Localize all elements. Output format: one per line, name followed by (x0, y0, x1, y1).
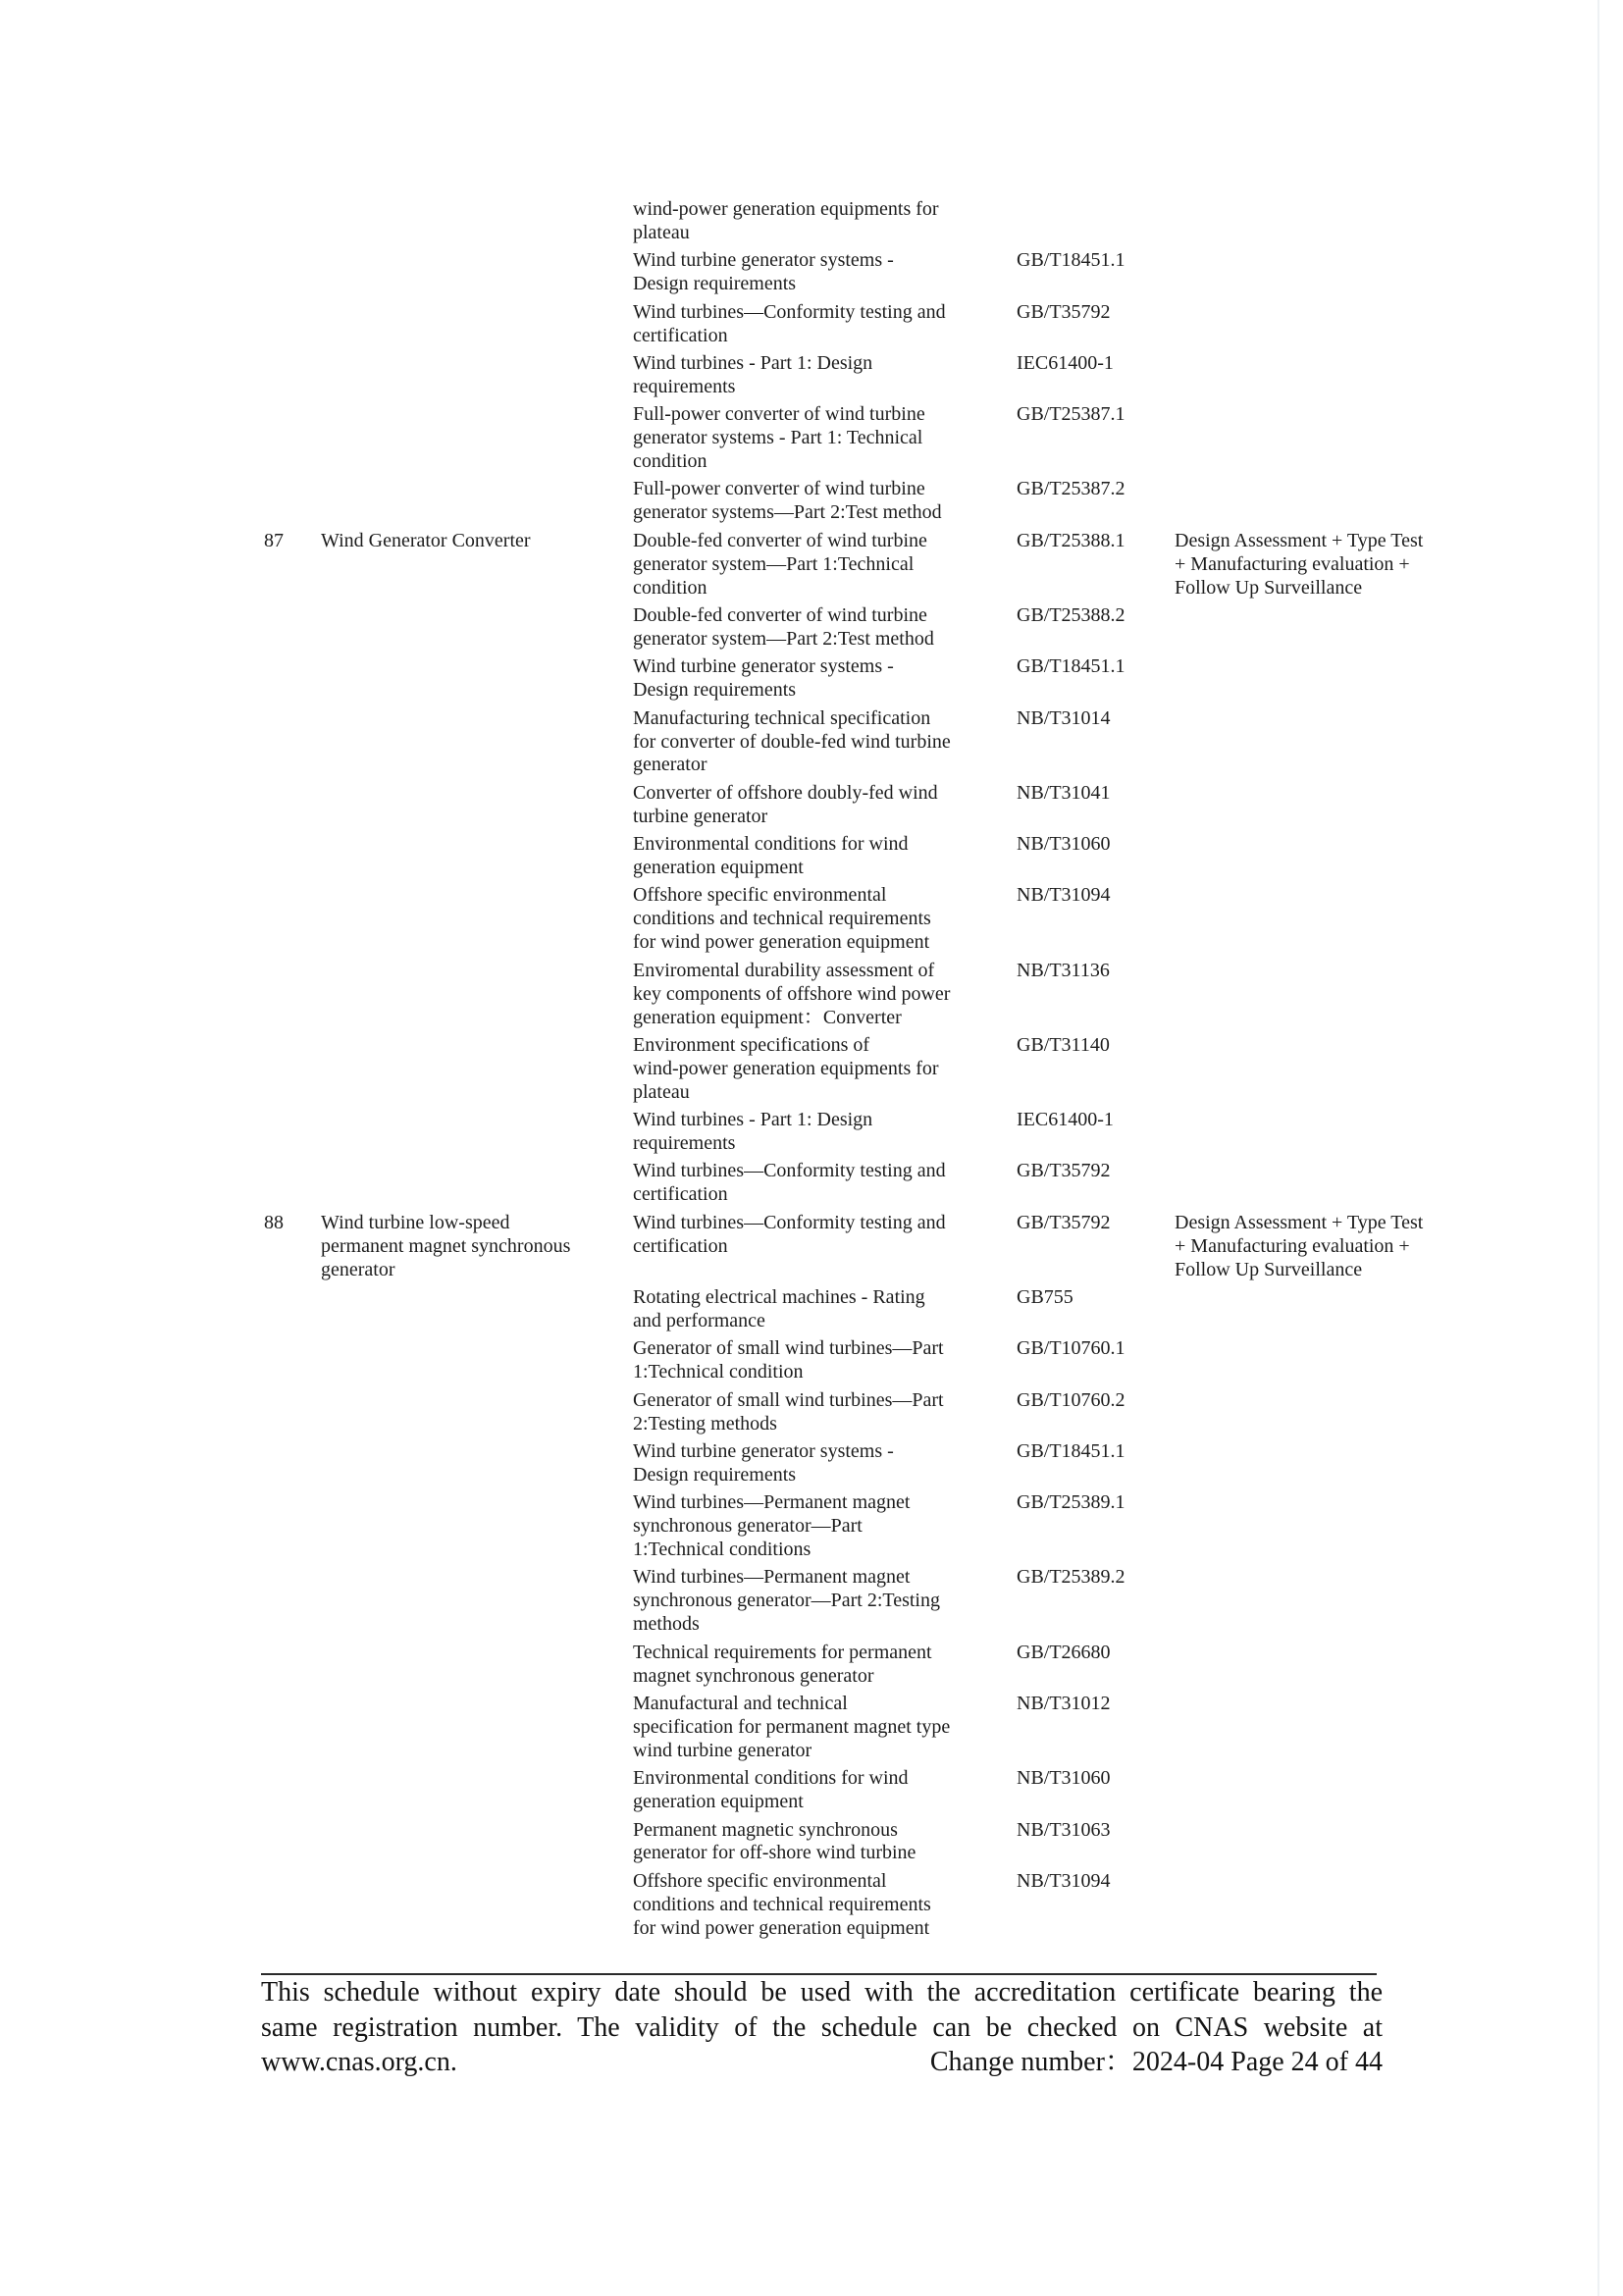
standard-code: GB/T18451.1 (1017, 655, 1126, 678)
certification-mode (1175, 352, 1469, 399)
standard-title: Double-fed converter of wind turbine generator system—Part 1:Technical condition (633, 529, 927, 599)
item-number (264, 1286, 321, 1333)
item-number (264, 884, 321, 955)
product-name (321, 707, 633, 778)
standard-code: NB/T31063 (1017, 1818, 1111, 1841)
item-number (264, 1870, 321, 1941)
standard-code: NB/T31041 (1017, 781, 1111, 804)
product-name (321, 403, 633, 474)
schedule-row (0, 1693, 1623, 1767)
standard-code: GB/T10760.1 (1017, 1337, 1126, 1360)
product-name (321, 960, 633, 1030)
schedule-row (0, 833, 1623, 884)
certification-mode (1175, 1440, 1469, 1487)
schedule-row (0, 301, 1623, 352)
certification-mode (1175, 655, 1469, 703)
standard-code: NB/T31094 (1017, 884, 1111, 907)
schedule-row (0, 403, 1623, 478)
product-name (321, 1819, 633, 1866)
standard-code: GB/T25389.1 (1017, 1491, 1126, 1514)
standard-code: GB/T25388.2 (1017, 604, 1126, 626)
item-number (264, 478, 321, 525)
schedule-row (0, 1337, 1623, 1388)
standard-title: Wind turbine generator systems - Design requirements (633, 655, 894, 702)
schedule-row (0, 960, 1623, 1034)
item-number (264, 655, 321, 703)
standard-title: Environment specifications of wind-power generation equipments for plateau (633, 1033, 939, 1103)
item-number (264, 1819, 321, 1866)
product-name (321, 1389, 633, 1436)
certification-mode (1175, 249, 1469, 296)
standard-title: Permanent magnetic synchronous generator for off-shore wind turbine (633, 1818, 916, 1864)
footer-line-2: same registration number. The validity of the schedule can be checked on CNAS website at (261, 2011, 1383, 2043)
item-number (264, 301, 321, 348)
schedule-row (0, 1440, 1623, 1491)
product-name (321, 301, 633, 348)
item-number (264, 198, 321, 245)
certification-mode (1175, 1566, 1469, 1637)
item-number: 88 (264, 1211, 284, 1233)
standard-code: GB/T18451.1 (1017, 1439, 1126, 1462)
footer-line-1: This schedule without expiry date should be used with the accreditation certificate bearing the (261, 1977, 1383, 2008)
certification-mode (1175, 478, 1469, 525)
product-name (321, 1642, 633, 1689)
product-name (321, 1286, 633, 1333)
item-number (264, 1693, 321, 1763)
schedule-row (0, 1160, 1623, 1211)
item-number (264, 604, 321, 652)
standard-title: Manufactural and technical specification for permanent magnet type wind turbine generator (633, 1692, 951, 1761)
certification-mode (1175, 1109, 1469, 1156)
standard-code: GB/T25389.2 (1017, 1566, 1126, 1589)
standard-title: Wind turbines - Part 1: Design requirements (633, 351, 873, 397)
product-name: Wind turbine low-speed permanent magnet synchronous generator (321, 1211, 571, 1280)
schedule-row (0, 782, 1623, 833)
certification-mode (1175, 1337, 1469, 1384)
schedule-row (0, 707, 1623, 782)
standard-title: Wind turbines - Part 1: Design requirements (633, 1109, 873, 1155)
product-name (321, 1693, 633, 1763)
product-name (321, 604, 633, 652)
standard-code: GB/T31140 (1017, 1033, 1110, 1056)
standard-code: GB/T35792 (1017, 1160, 1111, 1182)
certification-mode (1175, 1870, 1469, 1941)
certification-mode (1175, 833, 1469, 880)
standard-title: wind-power generation equipments for plateau (633, 198, 939, 243)
certification-mode (1175, 198, 1469, 245)
standard-code: NB/T31012 (1017, 1692, 1111, 1714)
standard-title: Double-fed converter of wind turbine generator system—Part 2:Test method (633, 604, 934, 650)
item-number (264, 833, 321, 880)
accreditation-schedule-table (0, 198, 1623, 1945)
schedule-row (0, 1767, 1623, 1818)
certification-mode (1175, 707, 1469, 778)
item-number (264, 1389, 321, 1436)
item-number (264, 1337, 321, 1384)
product-name (321, 833, 633, 880)
standard-code: GB/T35792 (1017, 300, 1111, 323)
standard-code: GB/T25388.1 (1017, 529, 1126, 551)
standard-title: Enviromental durability assessment of key components of offshore wind power generation equipment：Converter (633, 959, 951, 1028)
standard-title: Wind turbine generator systems - Design requirements (633, 1439, 894, 1486)
item-number (264, 1566, 321, 1637)
product-name (321, 884, 633, 955)
schedule-row (0, 1389, 1623, 1440)
item-number (264, 1109, 321, 1156)
schedule-row (0, 604, 1623, 655)
standard-title: Environmental conditions for wind generation equipment (633, 833, 909, 879)
certification-mode (1175, 1034, 1469, 1105)
schedule-row (0, 478, 1623, 529)
product-name (321, 249, 633, 296)
certification-mode (1175, 1642, 1469, 1689)
standard-code: GB/T26680 (1017, 1641, 1111, 1663)
change-number-page: Change number：2024-04 Page 24 of 44 (929, 2047, 1383, 2077)
schedule-row (0, 1566, 1623, 1641)
item-number (264, 782, 321, 829)
product-name (321, 1870, 633, 1941)
item-number (264, 352, 321, 399)
standard-title: Full-power converter of wind turbine generator systems - Part 1: Technical condition (633, 403, 925, 473)
certification-mode (1175, 1767, 1469, 1814)
item-number: 87 (264, 529, 284, 551)
standard-title: Rotating electrical machines - Rating and performance (633, 1285, 925, 1331)
certification-mode (1175, 1286, 1469, 1333)
standard-code: IEC61400-1 (1017, 351, 1114, 374)
certification-mode (1175, 1389, 1469, 1436)
item-number (264, 1160, 321, 1207)
product-name (321, 1034, 633, 1105)
standard-code: GB/T18451.1 (1017, 249, 1126, 272)
certification-mode (1175, 301, 1469, 348)
schedule-row (0, 1870, 1623, 1945)
product-name (321, 1160, 633, 1207)
standard-title: Converter of offshore doubly-fed wind turbine generator (633, 781, 938, 827)
schedule-row (0, 1034, 1623, 1109)
schedule-row (0, 1642, 1623, 1693)
schedule-row (0, 249, 1623, 300)
standard-title: Full-power converter of wind turbine generator systems—Part 2:Test method (633, 478, 942, 524)
standard-title: Wind turbines—Conformity testing and certification (633, 1160, 946, 1206)
schedule-row (0, 1491, 1623, 1566)
item-number (264, 1034, 321, 1105)
product-name (321, 1566, 633, 1637)
certification-mode (1175, 1491, 1469, 1562)
schedule-row (0, 884, 1623, 959)
product-name (321, 198, 633, 245)
item-number (264, 403, 321, 474)
certification-mode (1175, 1693, 1469, 1763)
product-name (321, 1109, 633, 1156)
schedule-row (0, 655, 1623, 706)
footer-line-3 (261, 2045, 1383, 2080)
item-number (264, 960, 321, 1030)
certification-mode (1175, 960, 1469, 1030)
product-name (321, 352, 633, 399)
certification-mode (1175, 1819, 1469, 1866)
standard-code (1017, 198, 1175, 245)
standard-title: Wind turbines—Permanent magnet synchronous generator—Part 1:Technical conditions (633, 1491, 911, 1561)
item-number (264, 1642, 321, 1689)
standard-code: GB/T25387.2 (1017, 478, 1126, 500)
certification-mode (1175, 884, 1469, 955)
standard-code: GB755 (1017, 1285, 1073, 1308)
standard-code: NB/T31060 (1017, 833, 1111, 856)
schedule-row (0, 352, 1623, 403)
standard-title: Wind turbines—Permanent magnet synchronous generator—Part 2:Testing methods (633, 1566, 940, 1636)
standard-title: Offshore specific environmental conditions and technical requirements for wind power generation equipment (633, 1869, 931, 1939)
standard-code: NB/T31014 (1017, 706, 1111, 729)
product-name (321, 1440, 633, 1487)
product-name (321, 1337, 633, 1384)
item-number (264, 249, 321, 296)
item-number (264, 1440, 321, 1487)
item-number (264, 1491, 321, 1562)
certification-mode (1175, 782, 1469, 829)
standard-title: Wind turbine generator systems - Design requirements (633, 249, 894, 295)
schedule-row (0, 1286, 1623, 1337)
product-name (321, 478, 633, 525)
schedule-row (0, 1212, 1623, 1286)
item-number (264, 1767, 321, 1814)
standard-title: Wind turbines—Conformity testing and certification (633, 1211, 946, 1257)
standard-title: Generator of small wind turbines—Part 2:Testing methods (633, 1388, 944, 1435)
standard-title: Environmental conditions for wind generation equipment (633, 1767, 909, 1813)
item-number (264, 707, 321, 778)
standard-code: GB/T10760.2 (1017, 1388, 1126, 1411)
schedule-row (0, 1819, 1623, 1870)
standard-title: Generator of small wind turbines—Part 1:Technical condition (633, 1337, 944, 1383)
certification-mode (1175, 403, 1469, 474)
standard-title: Manufacturing technical specification for converter of double-fed wind turbine generator (633, 706, 951, 776)
certification-mode: Design Assessment + Type Test + Manufacturing evaluation + Follow Up Surveillance (1175, 529, 1424, 599)
schedule-row (0, 198, 1623, 249)
standard-code: IEC61400-1 (1017, 1109, 1114, 1131)
standard-code: NB/T31060 (1017, 1767, 1111, 1790)
standard-title: Wind turbines—Conformity testing and certification (633, 300, 946, 346)
product-name: Wind Generator Converter (321, 529, 531, 551)
schedule-row (0, 1109, 1623, 1160)
standard-code: GB/T25387.1 (1017, 403, 1126, 426)
cnas-website: www.cnas.org.cn. (261, 2047, 457, 2077)
certification-mode (1175, 1160, 1469, 1207)
product-name (321, 1767, 633, 1814)
standard-title: Technical requirements for permanent magnet synchronous generator (633, 1641, 932, 1687)
certification-mode (1175, 604, 1469, 652)
schedule-row (0, 530, 1623, 604)
standard-code: NB/T31136 (1017, 959, 1110, 981)
standard-title: Offshore specific environmental conditions and technical requirements for wind power generation equipment (633, 884, 931, 954)
product-name (321, 1491, 633, 1562)
standard-code: NB/T31094 (1017, 1869, 1111, 1892)
certification-mode: Design Assessment + Type Test + Manufacturing evaluation + Follow Up Surveillance (1175, 1211, 1424, 1280)
product-name (321, 655, 633, 703)
product-name (321, 782, 633, 829)
footer-statement (261, 1975, 1383, 2080)
standard-code: GB/T35792 (1017, 1211, 1111, 1233)
